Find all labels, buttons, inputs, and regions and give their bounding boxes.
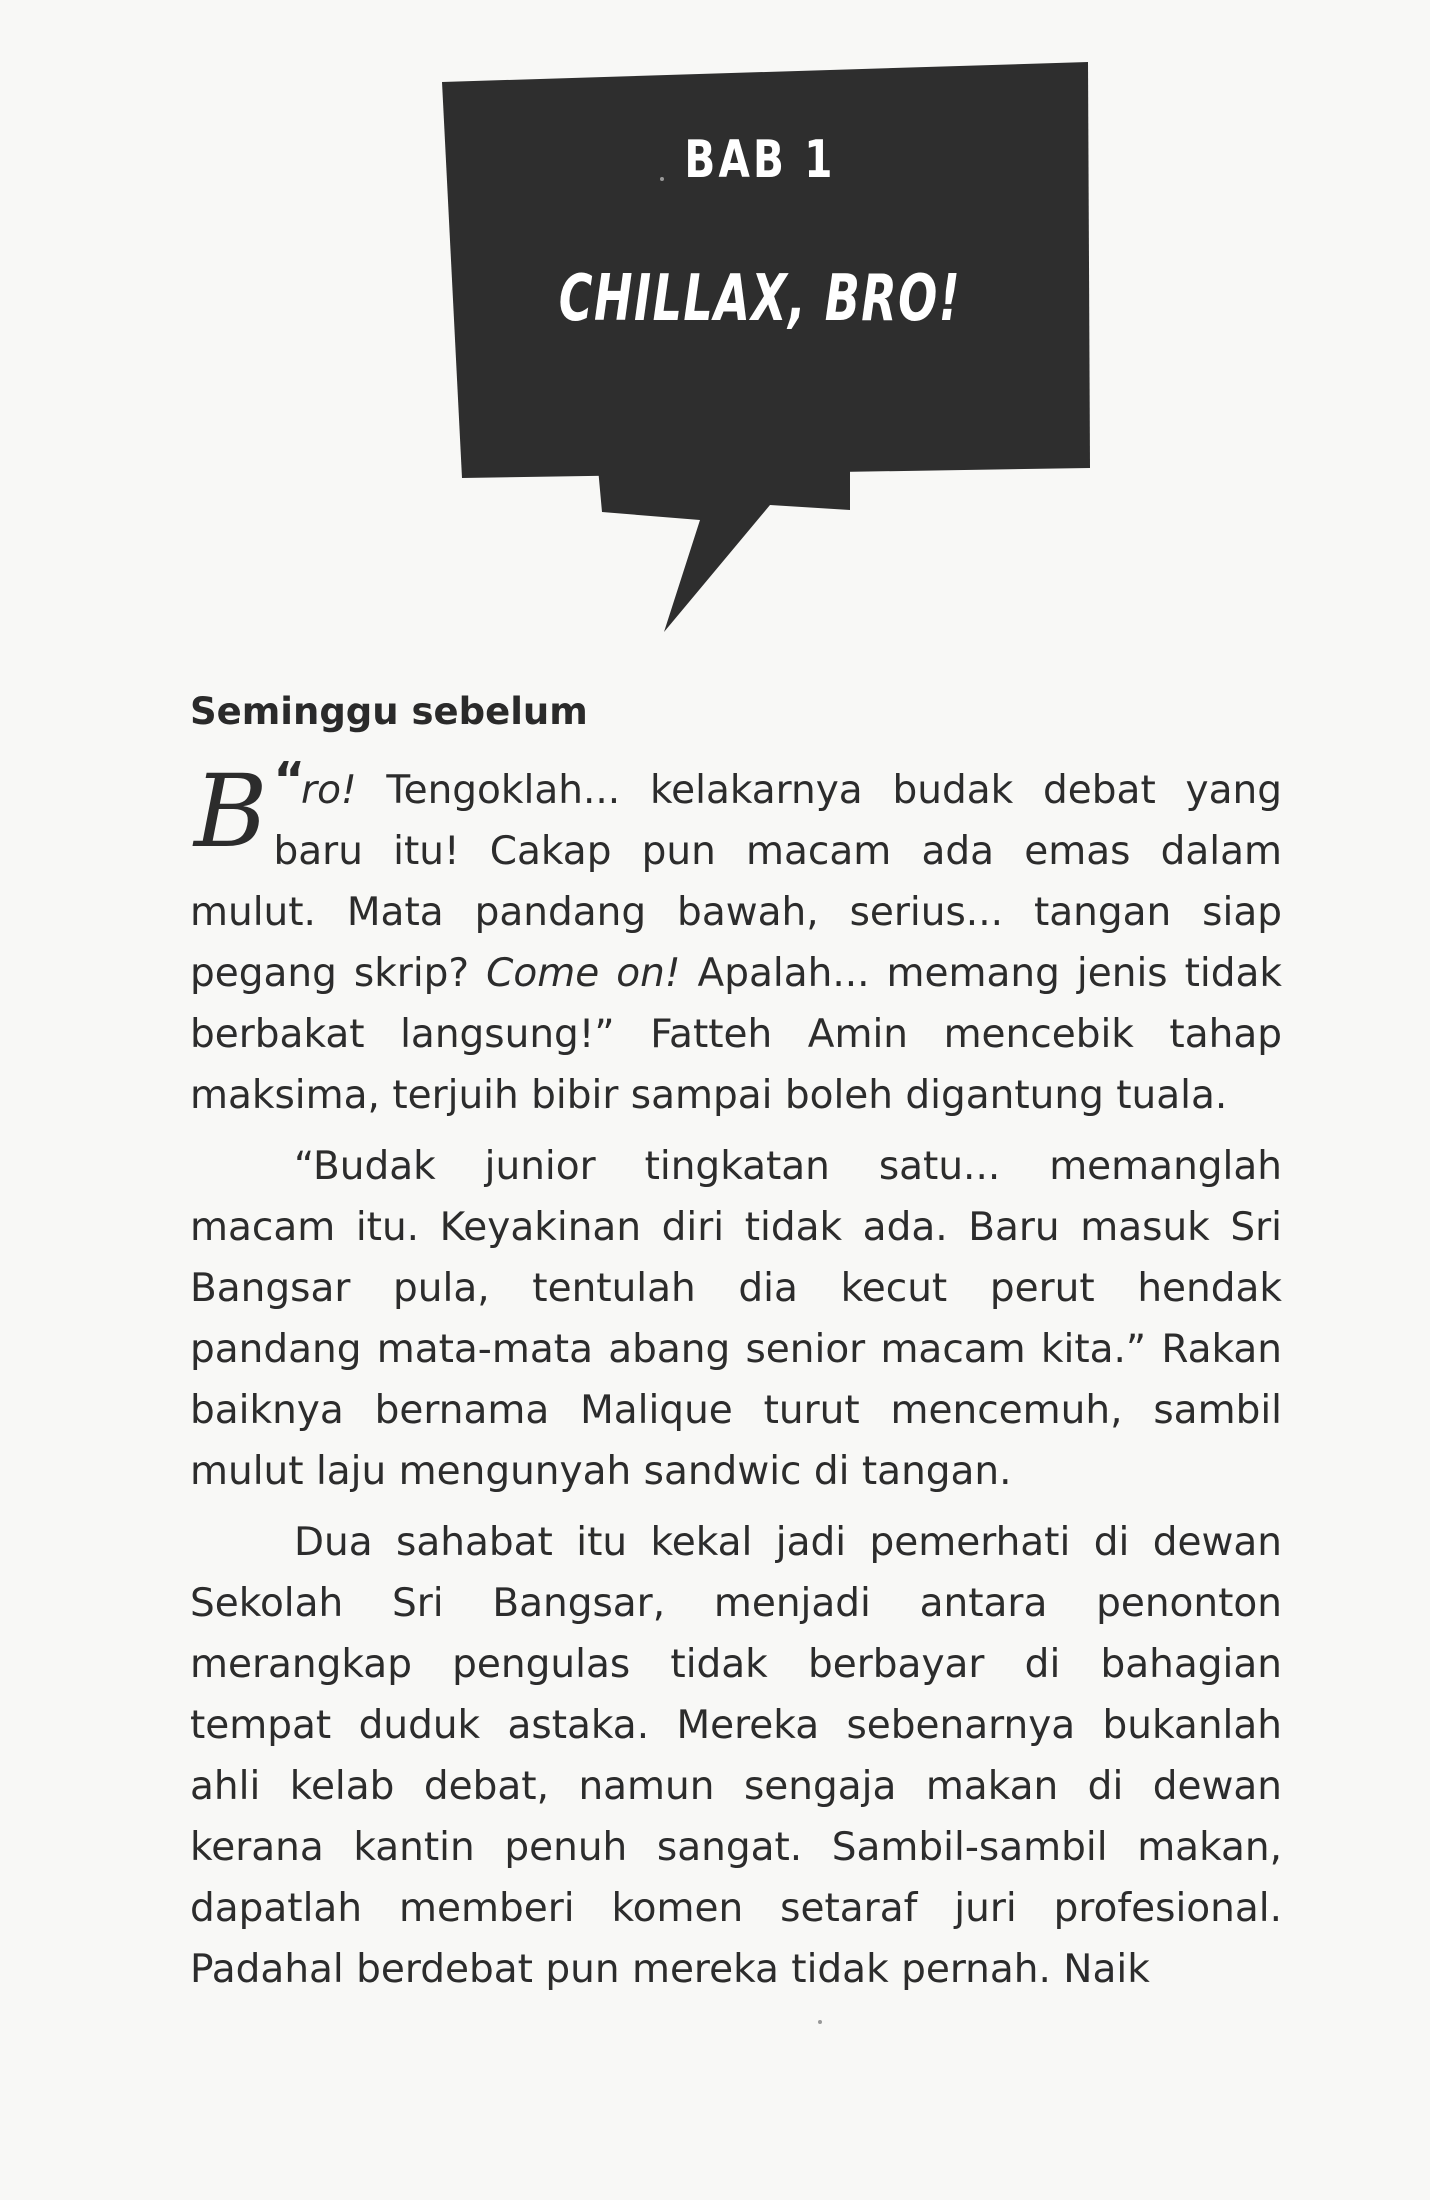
paragraph-3: Dua sahabat itu kekal jadi pemerhati di dewan Sekolah Sri Bangsar, menjadi antara penonton merangkap pengulas tidak berbayar di bahagian tempat duduk astaka. Mereka sebenarnya bukanlah ahli kelab debat, namun sengaja makan di dewan kerana kantin penuh sangat. Sambil-sambil makan, dapatlah memberi komen setaraf juri profesional. Padahal berdebat pun mereka tidak pernah. Naik bbox=[190, 1520, 1282, 1992]
paragraph-2: “Budak junior tingkatan satu... memanglah macam itu. Keyakinan diri tidak ada. Baru masuk Sri Bangsar pula, tentulah dia kecut perut hendak pandang mata-mata abang senior macam kita.” Rakan baiknya bernama Malique turut mencemuh, sambil mulut laju mengunyah sandwic di tangan. bbox=[190, 1144, 1282, 1494]
paragraph-1-text-b: Apalah... memang jenis tidak berbakat langsung!” Fatteh Amin mencebik tahap maksima, terjuih bibir sampai boleh digantung tuala. bbox=[190, 951, 1283, 1118]
scan-speck bbox=[818, 2020, 822, 2024]
paragraph-1-text-a: Tengoklah... kelakarnya budak debat yang baru itu! Cakap pun macam ada emas dalam mulut. Mata pandang bawah, serius... tangan siap pegang skrip? bbox=[190, 768, 1282, 996]
body-text bbox=[190, 752, 1283, 2010]
first-word-rest: ro! bbox=[301, 768, 357, 813]
speech-bubble-tail bbox=[598, 466, 850, 632]
chapter-label: BAB 1 bbox=[684, 130, 836, 190]
opening-quote-mark: “ bbox=[273, 752, 302, 808]
paragraph-1-emphasis: Come on! bbox=[486, 951, 681, 996]
chapter-title: CHILLAX, BRO! bbox=[558, 262, 962, 336]
paragraph-1 bbox=[190, 752, 1283, 1126]
drop-cap-letter: B bbox=[194, 753, 268, 870]
scan-speck bbox=[660, 177, 664, 181]
section-heading: Seminggu sebelum bbox=[190, 690, 588, 733]
